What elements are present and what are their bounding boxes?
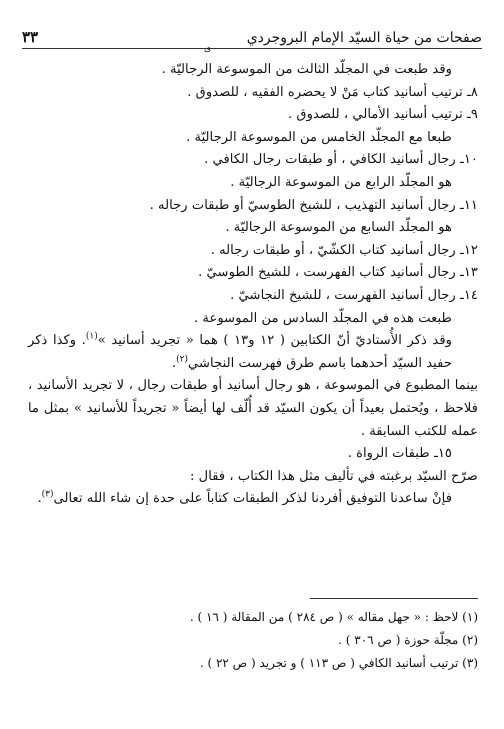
text-line: طبعت هذه في المجلّد السادس من الموسوعة . xyxy=(194,310,452,326)
footnotes xyxy=(28,606,478,675)
text-line: وقد طبعت في المجلّد الثالث من الموسوعة الرجاليّة . xyxy=(161,62,452,77)
paragraph-1-a: وقد ذكر الأُستاديّ أنّ الكتابين ( ١٢ و١٣ ) هما « تجريد أسانيد » xyxy=(97,333,453,349)
footnote-divider xyxy=(310,598,478,599)
list-item-8: ٨ـ ترتيب أسانيد كتاب مَنْ لا يحضره الفقيه ، للصدوق . xyxy=(187,84,478,100)
page-number: ٣٣ xyxy=(22,28,39,46)
quotation-text: فإنْ ساعدنا التوفيق أفردنا لذكر الطبقات كتاباً على حدة إن شاء الله تعالى xyxy=(53,491,452,507)
list-item-15: ١٥ـ طبقات الرواة . xyxy=(347,446,452,462)
quotation xyxy=(28,488,478,511)
footnote-3: (٣) ترتيب أسانيد الكافي ( ص ١١٣ ) و تجريد ( ص ٢٢ ) . xyxy=(199,656,478,670)
text-line: صرّح السيّد برغبته في تأليف مثل هذا الكتاب ، فقال : xyxy=(190,468,478,484)
print-mark: ى xyxy=(204,44,212,54)
footnote-1: (١) لاحظ : « جهل مقاله » ( ص ٢٨٤ ) من المقالة ( ١٦ ) . xyxy=(189,610,478,624)
footnote-2: (٢) مجلّة حوزة ( ص ٣٠٦ ) . xyxy=(338,633,478,647)
footnote-ref-1[interactable]: (١) xyxy=(85,331,98,342)
footnote-ref-2[interactable]: (٢) xyxy=(176,354,189,365)
paragraph-1-b: . وكذا ذكر حفيد السيّد أحدهما باسم طرق فهرست النجاشي xyxy=(28,333,452,371)
text-line: طبعا مع المجلّد الخامس من الموسوعة الرجاليّة . xyxy=(186,129,452,145)
list-item-11: ١١ـ رجال أسانيد التهذيب ، للشيخ الطوسيّ أو طبقات رجاله . xyxy=(149,197,478,213)
list-item-10: ١٠ـ رجال أسانيد الكافي ، أو طبقات رجال الكافي . xyxy=(204,152,478,168)
list-item-9: ٩ـ ترتيب أسانيد الأمالي ، للصدوق . xyxy=(287,107,478,123)
paragraph-1-c: . xyxy=(171,355,177,371)
footnote-ref-3[interactable]: (٣) xyxy=(41,489,54,500)
text-line: هو المجلّد السابع من الموسوعة الرجاليّة . xyxy=(225,220,452,236)
body-text xyxy=(28,59,478,511)
header-title: صفحات من حياة السيّد الإمام البروجردي xyxy=(246,30,482,46)
quotation-end: . xyxy=(37,491,42,507)
list-item-14: ١٤ـ رجال أسانيد الفهرست ، للشيخ النجاشيّ . xyxy=(230,287,478,303)
text-line: هو المجلّد الرابع من الموسوعة الرجاليّة . xyxy=(230,174,452,190)
paragraph-2: بينما المطبوع في الموسوعة ، هو رجال أسانيد أو طبقات رجال ، لا تجريد الأسانيد ، فلاحظ ، ويُحتمل بعيداً أن يكون السيّد قد أُلّف لها أيضاً « تجريداً للأسانيد » بمثل ما عمله للكتب السابقة . xyxy=(28,378,478,439)
list-item-12: ١٢ـ رجال أسانيد كتاب الكشّيّ ، أو طبقات رجاله . xyxy=(210,242,478,258)
paragraph-1 xyxy=(28,330,478,375)
list-item-13: ١٣ـ رجال أسانيد كتاب الفهرست ، للشيخ الطوسيّ . xyxy=(198,265,478,281)
running-header xyxy=(22,20,482,49)
